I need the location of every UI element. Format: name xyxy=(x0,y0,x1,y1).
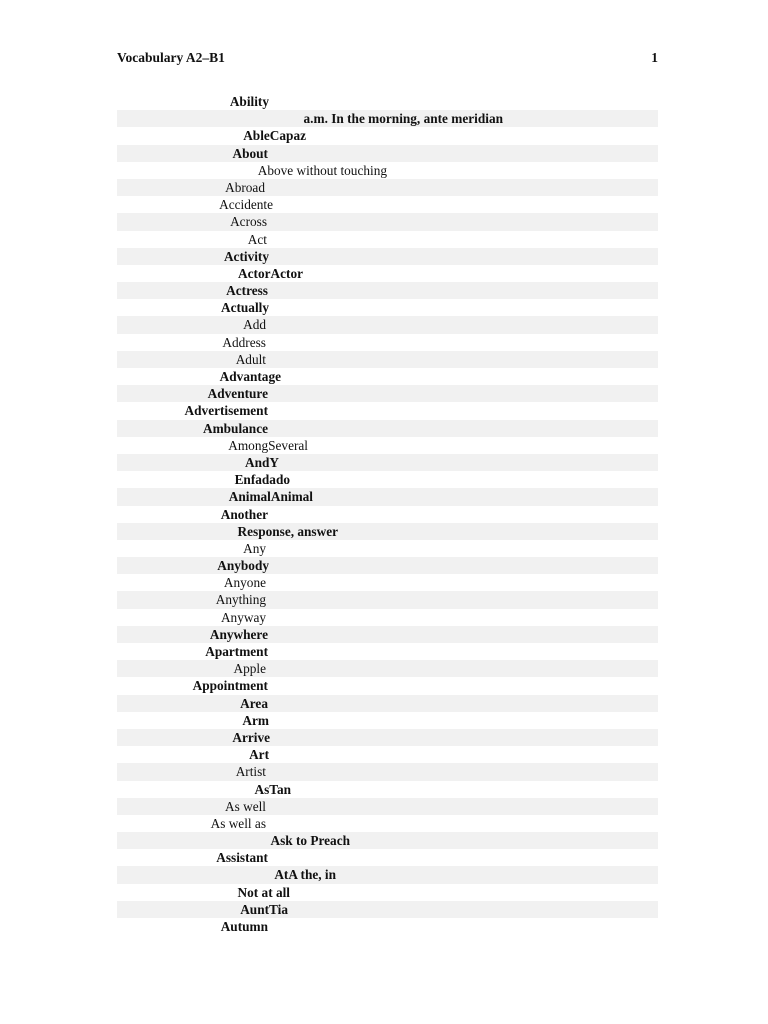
vocab-row xyxy=(117,729,658,746)
vocab-row xyxy=(117,351,658,368)
vocab-term: Activity xyxy=(223,248,269,264)
vocab-row xyxy=(117,231,658,248)
vocab-term: AndY xyxy=(245,454,279,470)
vocab-row xyxy=(117,402,658,419)
vocab-row xyxy=(117,299,658,316)
vocab-row xyxy=(117,145,658,162)
vocab-term: AuntTia xyxy=(240,901,288,917)
vocab-row xyxy=(117,866,658,883)
vocab-row xyxy=(117,213,658,230)
vocab-row xyxy=(117,557,658,574)
vocab-row xyxy=(117,798,658,815)
vocab-term: Adventure xyxy=(207,386,268,402)
vocab-term: a.m. In the morning, ante meridian xyxy=(303,111,503,127)
vocab-row xyxy=(117,660,658,677)
vocab-term: Anyway xyxy=(220,609,266,625)
vocab-row xyxy=(117,127,658,144)
vocab-term: Any xyxy=(243,540,266,556)
page-number: 1 xyxy=(651,50,658,65)
vocab-term: AtA the, in xyxy=(274,867,336,883)
vocab-term: Anyone xyxy=(223,575,266,591)
vocab-row xyxy=(117,437,658,454)
vocab-row xyxy=(117,643,658,660)
vocab-term: Appointment xyxy=(192,678,268,694)
vocab-term: Anywhere xyxy=(209,626,268,642)
vocab-row xyxy=(117,179,658,196)
vocab-row xyxy=(117,884,658,901)
vocab-row xyxy=(117,781,658,798)
vocab-term: Apartment xyxy=(205,644,268,659)
vocab-row xyxy=(117,385,658,402)
vocab-row xyxy=(117,110,658,127)
vocab-row xyxy=(117,506,658,523)
vocab-row xyxy=(117,712,658,729)
vocab-term: Actually xyxy=(220,300,269,316)
vocab-term: Anything xyxy=(215,592,266,608)
vocab-term: AbleCapaz xyxy=(243,128,306,144)
vocab-term: Accidente xyxy=(219,197,273,213)
vocab-row xyxy=(117,609,658,626)
vocab-row xyxy=(117,523,658,540)
vocab-term: Above without touching xyxy=(257,162,387,178)
vocab-row xyxy=(117,626,658,643)
vocab-term: Ask to Preach xyxy=(270,833,350,849)
vocab-term: As well as xyxy=(210,815,266,831)
vocab-term: Arm xyxy=(242,712,269,728)
vocab-row xyxy=(117,901,658,918)
vocab-row xyxy=(117,248,658,265)
vocab-term: As well xyxy=(225,798,266,814)
vocab-row xyxy=(117,763,658,780)
vocab-term: Adult xyxy=(235,351,266,367)
vocab-term: Not at all xyxy=(237,884,290,900)
vocab-row xyxy=(117,265,658,282)
vocab-term: Ambulance xyxy=(202,420,268,436)
vocab-row xyxy=(117,368,658,385)
vocab-row xyxy=(117,282,658,299)
vocab-row xyxy=(117,746,658,763)
vocab-term: Advertisement xyxy=(184,403,268,419)
vocab-row xyxy=(117,420,658,437)
vocab-term: AmongSeveral xyxy=(228,437,308,453)
vocab-term: Artist xyxy=(235,764,266,780)
vocab-row xyxy=(117,93,658,110)
vocab-term: Another xyxy=(220,506,268,522)
vocab-term: AnimalAnimal xyxy=(228,489,313,505)
vocabulary-list xyxy=(117,93,658,935)
vocab-term: About xyxy=(232,145,268,161)
vocab-row xyxy=(117,695,658,712)
vocab-row xyxy=(117,488,658,505)
vocab-term: Across xyxy=(230,214,267,230)
vocab-row xyxy=(117,849,658,866)
vocab-term: Add xyxy=(243,317,266,333)
vocab-row xyxy=(117,316,658,333)
vocab-term: Advantage xyxy=(219,369,281,384)
vocab-term: Anybody xyxy=(217,558,269,574)
vocab-term: Art xyxy=(249,747,269,763)
vocab-term: Autumn xyxy=(220,919,268,934)
vocab-row xyxy=(117,471,658,488)
vocab-row xyxy=(117,832,658,849)
vocab-term: Address xyxy=(222,334,266,350)
vocab-term: Enfadado xyxy=(234,472,290,488)
vocab-term: Area xyxy=(240,695,268,711)
vocab-term: AsTan xyxy=(254,781,291,797)
vocab-row xyxy=(117,334,658,351)
vocab-term: Response, answer xyxy=(237,523,338,539)
vocab-row xyxy=(117,677,658,694)
vocab-row xyxy=(117,815,658,832)
vocab-term: Ability xyxy=(229,94,269,109)
vocab-term: Arrive xyxy=(232,729,270,745)
vocab-row xyxy=(117,454,658,471)
vocab-row xyxy=(117,196,658,213)
vocab-term: Actress xyxy=(226,283,268,299)
page-header xyxy=(117,50,658,68)
vocab-term: Abroad xyxy=(225,179,265,195)
vocab-row xyxy=(117,574,658,591)
vocab-term: ActorActor xyxy=(238,265,303,281)
vocab-row xyxy=(117,540,658,557)
vocab-row xyxy=(117,918,658,935)
page-title: Vocabulary A2–B1 xyxy=(117,50,225,65)
vocab-row xyxy=(117,591,658,608)
vocab-term: Act xyxy=(247,231,267,247)
vocab-term: Assistant xyxy=(216,850,268,866)
vocab-row xyxy=(117,162,658,179)
vocab-term: Apple xyxy=(233,661,266,677)
